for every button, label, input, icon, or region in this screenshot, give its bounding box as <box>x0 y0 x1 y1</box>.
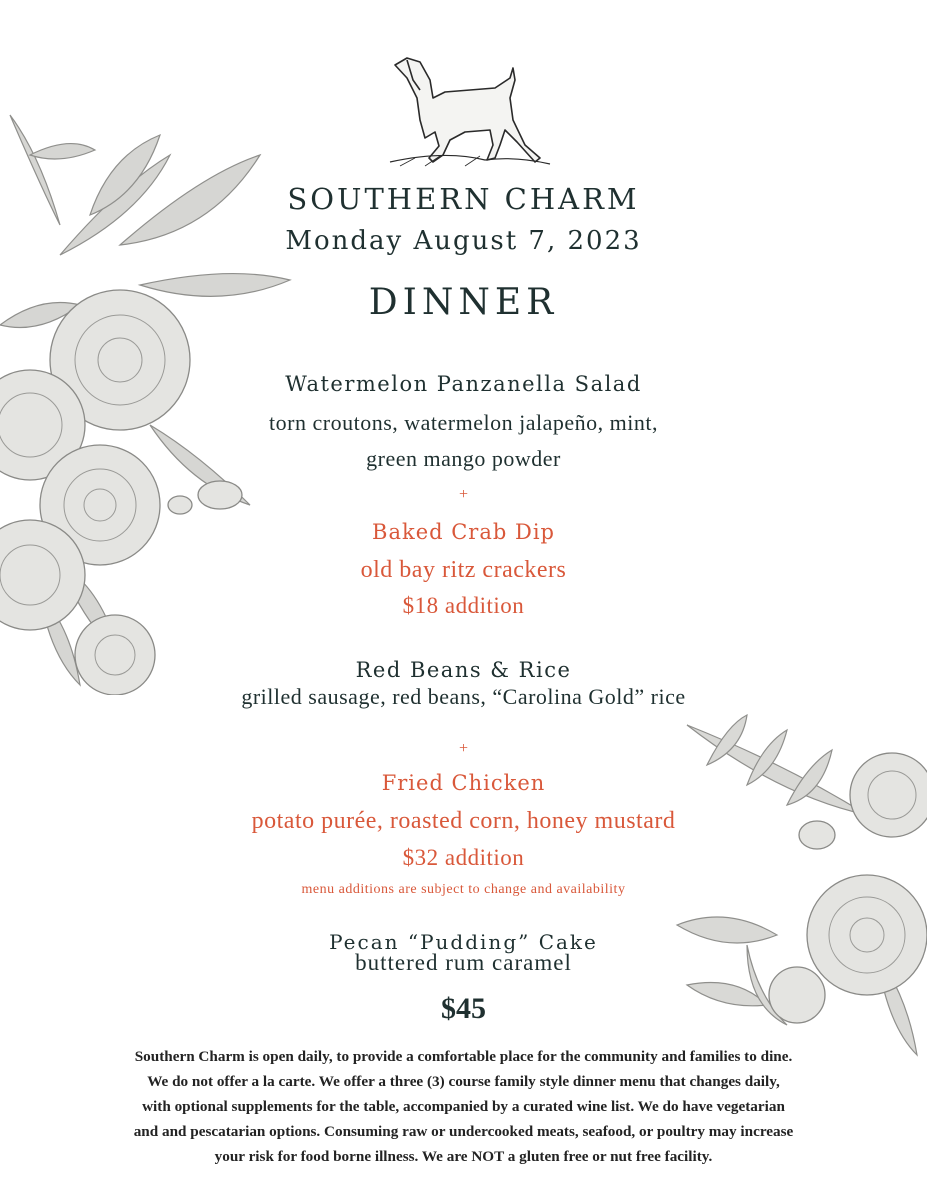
availability-note: menu additions are subject to change and availability <box>301 882 626 897</box>
course2-desc: grilled sausage, red beans, “Carolina Gold” rice <box>241 684 686 709</box>
course1-name: Watermelon Panzanella Salad <box>285 372 642 396</box>
footer-line: We do not offer a la carte. We offer a three (3) course family style dinner menu that changes daily, <box>147 1073 780 1090</box>
menu-price: $45 <box>441 992 486 1025</box>
course2-addition-name: Fried Chicken <box>381 771 546 795</box>
course1-plus: + <box>458 486 469 503</box>
footer-notice <box>40 1044 887 1169</box>
course1-addition-desc: old bay ritz crackers <box>360 557 567 583</box>
course2-plus: + <box>458 740 469 757</box>
footer-line: Southern Charm is open daily, to provide a comfortable place for the community and families to dine. <box>134 1048 793 1065</box>
course2-addition-desc: potato purée, roasted corn, honey mustard <box>251 808 676 834</box>
menu-date: Monday August 7, 2023 <box>285 226 642 256</box>
course1-addition-price: $18 addition <box>402 593 525 618</box>
restaurant-name: SOUTHERN CHARM <box>287 182 640 216</box>
course3-desc: buttered rum caramel <box>355 950 572 975</box>
meal-title: DINNER <box>368 282 559 323</box>
course1-addition-name: Baked Crab Dip <box>372 520 555 544</box>
course2-addition-price: $32 addition <box>402 845 525 870</box>
course1-desc-line2: green mango powder <box>366 446 561 471</box>
footer-line: your risk for food borne illness. We are NOT a gluten free or nut free facility. <box>214 1148 713 1165</box>
course3-name: Pecan “Pudding” Cake <box>329 930 598 954</box>
footer-line: with optional supplements for the table, accompanied by a curated wine list. We do have vegetarian <box>142 1098 785 1115</box>
hound-dog-logo <box>385 50 555 175</box>
footer-line: and and pescatarian options. Consuming raw or undercooked meats, seafood, or poultry may increase <box>133 1123 794 1140</box>
course2-name: Red Beans & Rice <box>355 658 572 682</box>
course1-desc-line1: torn croutons, watermelon jalapeño, mint, <box>269 410 658 435</box>
